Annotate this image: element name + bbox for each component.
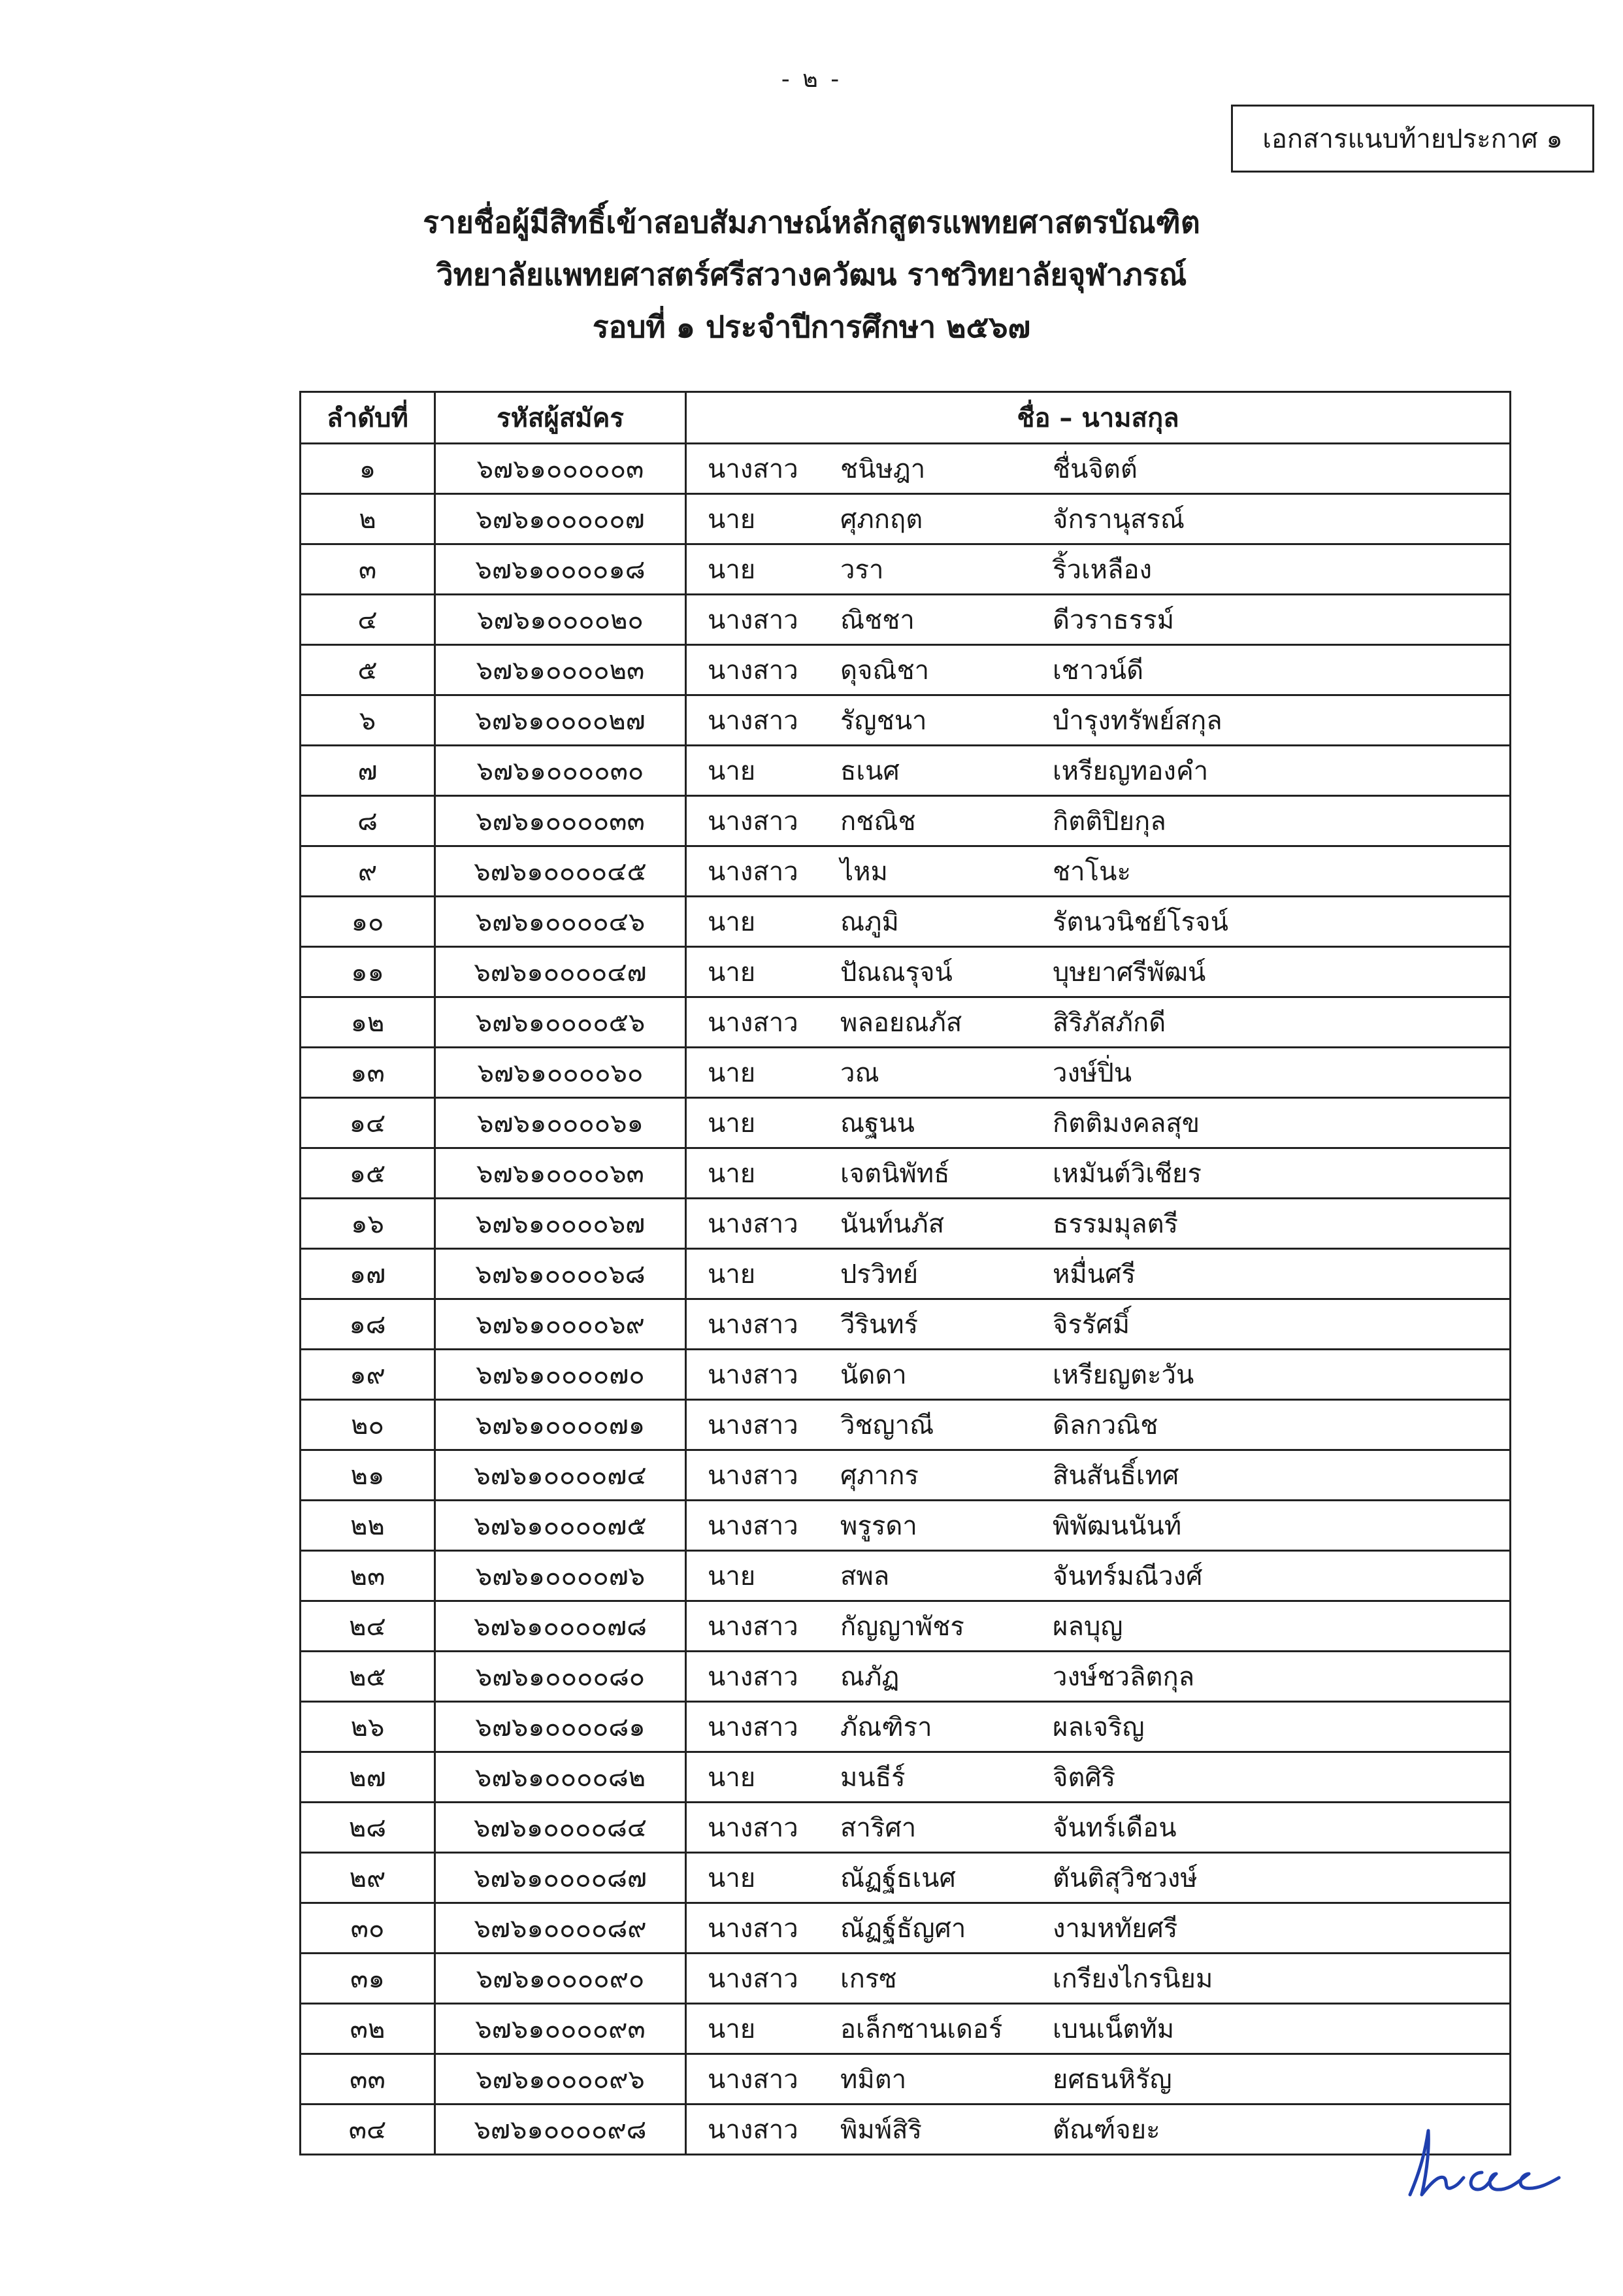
row-full-name xyxy=(686,1601,1511,1652)
table-row xyxy=(301,1148,1511,1199)
first-name: ณฐนน xyxy=(840,1108,915,1139)
row-full-name xyxy=(686,1501,1511,1551)
name-prefix: นางสาว xyxy=(708,1310,798,1340)
table-row xyxy=(301,1199,1511,1249)
row-sequence: ๑๔ xyxy=(301,1098,435,1148)
row-applicant-code: ๖๗๖๑๐๐๐๐๗๕ xyxy=(435,1501,686,1551)
first-name: ชนิษฎา xyxy=(840,454,926,484)
last-name: เหรียญทองคำ xyxy=(1053,756,1209,786)
last-name: จันทร์เดือน xyxy=(1053,1813,1177,1843)
last-name: หมื่นศรี xyxy=(1053,1259,1136,1289)
first-name: ทมิตา xyxy=(840,2065,907,2095)
name-prefix: นาย xyxy=(708,1561,756,1591)
last-name: ตันติสุวิชวงษ์ xyxy=(1053,1863,1198,1893)
row-full-name xyxy=(686,1199,1511,1249)
row-full-name xyxy=(686,1299,1511,1350)
table-row xyxy=(301,695,1511,746)
table-row xyxy=(301,1501,1511,1551)
name-prefix: นางสาว xyxy=(708,656,798,686)
first-name: ณัฏฐ์ธเนศ xyxy=(840,1863,956,1893)
table-row xyxy=(301,595,1511,645)
row-applicant-code: ๖๗๖๑๐๐๐๐๗๐ xyxy=(435,1350,686,1400)
table-row xyxy=(301,897,1511,947)
row-applicant-code: ๖๗๖๑๐๐๐๐๙๖ xyxy=(435,2054,686,2105)
name-prefix: นางสาว xyxy=(708,706,798,736)
row-sequence: ๓ xyxy=(301,544,435,595)
row-sequence: ๒ xyxy=(301,494,435,544)
title-line: วิทยาลัยแพทยศาสตร์ศรีสวางควัฒน ราชวิทยาลัยจุฬาภรณ์ xyxy=(436,257,1187,292)
last-name: ยศธนหิรัญ xyxy=(1053,2065,1172,2095)
table-row xyxy=(301,746,1511,796)
last-name: ดิลกวณิช xyxy=(1053,1410,1158,1440)
last-name: รัตนวนิชย์โรจน์ xyxy=(1053,907,1228,937)
name-prefix: นาย xyxy=(708,1763,756,1793)
row-full-name xyxy=(686,1853,1511,1903)
name-prefix: นาย xyxy=(708,1863,756,1893)
table-row xyxy=(301,494,1511,544)
table-row xyxy=(301,1954,1511,2004)
first-name: วีรินทร์ xyxy=(840,1310,919,1340)
row-sequence: ๕ xyxy=(301,645,435,695)
row-full-name xyxy=(686,997,1511,1048)
table-row xyxy=(301,1752,1511,1803)
row-applicant-code: ๖๗๖๑๐๐๐๐๕๖ xyxy=(435,997,686,1048)
name-prefix: นาย xyxy=(708,1058,756,1088)
first-name: สพล xyxy=(840,1561,890,1591)
attachment-label: เอกสารแนบท้ายประกาศ ๑ xyxy=(1231,105,1594,173)
row-applicant-code: ๖๗๖๑๐๐๐๐๔๗ xyxy=(435,947,686,997)
row-applicant-code: ๖๗๖๑๐๐๐๐๘๔ xyxy=(435,1803,686,1853)
last-name: บุษยาศรีพัฒน์ xyxy=(1053,957,1206,988)
table-row xyxy=(301,2054,1511,2105)
row-sequence: ๒๕ xyxy=(301,1652,435,1702)
name-prefix: นาย xyxy=(708,907,756,937)
table-row xyxy=(301,645,1511,695)
row-sequence: ๒๘ xyxy=(301,1803,435,1853)
row-applicant-code: ๖๗๖๑๐๐๐๐๖๗ xyxy=(435,1199,686,1249)
last-name: ดีวราธรรม์ xyxy=(1053,605,1175,635)
table-row xyxy=(301,1803,1511,1853)
row-full-name xyxy=(686,1048,1511,1098)
row-sequence: ๓๑ xyxy=(301,1954,435,2004)
row-applicant-code: ๖๗๖๑๐๐๐๐๖๓ xyxy=(435,1148,686,1199)
row-applicant-code: ๖๗๖๑๐๐๐๐๙๓ xyxy=(435,2004,686,2054)
row-applicant-code: ๖๗๖๑๐๐๐๐๓๓ xyxy=(435,796,686,846)
table-row xyxy=(301,997,1511,1048)
name-prefix: นาย xyxy=(708,505,756,535)
name-prefix: นางสาว xyxy=(708,857,798,887)
row-applicant-code: ๖๗๖๑๐๐๐๐๒๐ xyxy=(435,595,686,645)
page-number: - ๒ - xyxy=(781,66,842,93)
header-sequence: ลำดับที่ xyxy=(301,392,435,444)
row-sequence: ๙ xyxy=(301,846,435,897)
row-full-name xyxy=(686,1249,1511,1299)
row-full-name xyxy=(686,1752,1511,1803)
row-applicant-code: ๖๗๖๑๐๐๐๐๖๐ xyxy=(435,1048,686,1098)
row-sequence: ๓๒ xyxy=(301,2004,435,2054)
row-full-name xyxy=(686,1400,1511,1450)
name-prefix: นาย xyxy=(708,756,756,786)
first-name: มนธีร์ xyxy=(840,1763,906,1793)
last-name: กิตติปิยกุล xyxy=(1053,807,1166,837)
first-name: วรา xyxy=(840,555,884,585)
last-name: ธรรมมุลตรี xyxy=(1053,1209,1179,1239)
table-row xyxy=(301,1853,1511,1903)
signature-initials xyxy=(1398,2118,1568,2203)
table-row xyxy=(301,1400,1511,1450)
table-row xyxy=(301,1702,1511,1752)
last-name: บำรุงทรัพย์สกุล xyxy=(1053,706,1222,736)
row-sequence: ๘ xyxy=(301,796,435,846)
row-applicant-code: ๖๗๖๑๐๐๐๐๘๐ xyxy=(435,1652,686,1702)
name-prefix: นางสาว xyxy=(708,1813,798,1843)
row-full-name xyxy=(686,1098,1511,1148)
last-name: วงษ์ชวลิตกุล xyxy=(1053,1662,1195,1692)
row-applicant-code: ๖๗๖๑๐๐๐๐๓๐ xyxy=(435,746,686,796)
last-name: พิพัฒนนันท์ xyxy=(1053,1511,1182,1541)
first-name: นันท์นภัส xyxy=(840,1209,945,1239)
table-row xyxy=(301,2004,1511,2054)
first-name: ณภูมิ xyxy=(840,907,899,937)
row-full-name xyxy=(686,595,1511,645)
first-name: ธเนศ xyxy=(840,756,900,786)
name-prefix: นางสาว xyxy=(708,1209,798,1239)
row-full-name xyxy=(686,2105,1511,2155)
table-row xyxy=(301,1652,1511,1702)
row-sequence: ๑๐ xyxy=(301,897,435,947)
table-row xyxy=(301,1098,1511,1148)
row-applicant-code: ๖๗๖๑๐๐๐๐๙๘ xyxy=(435,2105,686,2155)
row-sequence: ๒๑ xyxy=(301,1450,435,1501)
table-row xyxy=(301,1048,1511,1098)
first-name: นัดดา xyxy=(840,1360,907,1390)
row-sequence: ๑๒ xyxy=(301,997,435,1048)
last-name: จักรานุสรณ์ xyxy=(1053,505,1185,535)
name-prefix: นางสาว xyxy=(708,1914,798,1944)
first-name: ไหม xyxy=(840,857,888,887)
name-prefix: นางสาว xyxy=(708,1662,798,1692)
last-name: เหรียญตะวัน xyxy=(1053,1360,1194,1390)
row-sequence: ๒๓ xyxy=(301,1551,435,1601)
table-row xyxy=(301,1350,1511,1400)
name-prefix: นางสาว xyxy=(708,1360,798,1390)
row-full-name xyxy=(686,1702,1511,1752)
first-name: ณัฏฐ์ธัญศา xyxy=(840,1914,966,1944)
first-name: พรูรดา xyxy=(840,1511,917,1541)
name-prefix: นาย xyxy=(708,555,756,585)
row-sequence: ๓๓ xyxy=(301,2054,435,2105)
row-full-name xyxy=(686,846,1511,897)
table-row xyxy=(301,1903,1511,1954)
first-name: อเล็กซานเดอร์ xyxy=(840,2014,1003,2044)
name-prefix: นางสาว xyxy=(708,1461,798,1491)
first-name: เกรซ xyxy=(840,1964,897,1994)
row-sequence: ๑๑ xyxy=(301,947,435,997)
row-sequence: ๖ xyxy=(301,695,435,746)
row-applicant-code: ๖๗๖๑๐๐๐๐๗๖ xyxy=(435,1551,686,1601)
row-applicant-code: ๖๗๖๑๐๐๐๐๗๘ xyxy=(435,1601,686,1652)
last-name: ริ้วเหลือง xyxy=(1053,555,1153,585)
table-row xyxy=(301,1249,1511,1299)
row-applicant-code: ๖๗๖๑๐๐๐๐๖๘ xyxy=(435,1249,686,1299)
row-sequence: ๑๕ xyxy=(301,1148,435,1199)
name-prefix: นางสาว xyxy=(708,1612,798,1642)
row-sequence: ๑๗ xyxy=(301,1249,435,1299)
first-name: พลอยณภัส xyxy=(840,1008,962,1038)
name-prefix: นางสาว xyxy=(708,1712,798,1742)
first-name: วณ xyxy=(840,1058,879,1088)
last-name: ตัณฑ์จยะ xyxy=(1053,2115,1160,2145)
last-name: ชาโนะ xyxy=(1053,857,1131,887)
row-applicant-code: ๖๗๖๑๐๐๐๐๘๑ xyxy=(435,1702,686,1752)
row-sequence: ๗ xyxy=(301,746,435,796)
row-applicant-code: ๖๗๖๑๐๐๐๐๗๑ xyxy=(435,1400,686,1450)
last-name: เกรียงไกรนิยม xyxy=(1053,1964,1213,1994)
row-applicant-code: ๖๗๖๑๐๐๐๐๗๔ xyxy=(435,1450,686,1501)
last-name: กิตติมงคลสุข xyxy=(1053,1108,1200,1139)
row-applicant-code: ๖๗๖๑๐๐๐๐๘๒ xyxy=(435,1752,686,1803)
table-row xyxy=(301,796,1511,846)
first-name: ศุภกฤต xyxy=(840,505,923,535)
row-full-name xyxy=(686,2004,1511,2054)
first-name: รัญชนา xyxy=(840,706,927,736)
row-sequence: ๑๓ xyxy=(301,1048,435,1098)
table-row xyxy=(301,947,1511,997)
row-full-name xyxy=(686,746,1511,796)
last-name: จิรรัศมิ์ xyxy=(1053,1310,1130,1340)
first-name: ภัณฑิรา xyxy=(840,1712,932,1742)
header-full-name: ชื่อ – นามสกุล xyxy=(686,392,1511,444)
table-row xyxy=(301,1450,1511,1501)
title-line: รายชื่อผู้มีสิทธิ์เข้าสอบสัมภาษณ์หลักสูตรแพทยศาสตรบัณฑิต xyxy=(423,205,1200,240)
name-prefix: นางสาว xyxy=(708,2065,798,2095)
table-row xyxy=(301,1601,1511,1652)
name-prefix: นางสาว xyxy=(708,2115,798,2145)
name-prefix: นางสาว xyxy=(708,605,798,635)
last-name: เหมันต์วิเชียร xyxy=(1053,1159,1202,1189)
name-prefix: นาย xyxy=(708,957,756,988)
row-sequence: ๔ xyxy=(301,595,435,645)
name-prefix: นาย xyxy=(708,1259,756,1289)
row-applicant-code: ๖๗๖๑๐๐๐๐๖๙ xyxy=(435,1299,686,1350)
row-sequence: ๑๙ xyxy=(301,1350,435,1400)
first-name: วิชญาณี xyxy=(840,1410,934,1440)
first-name: ปรวิทย์ xyxy=(840,1259,919,1289)
last-name: จันทร์มณีวงศ์ xyxy=(1053,1561,1203,1591)
last-name: เบนเน็ตทัม xyxy=(1053,2014,1175,2044)
first-name: ณภัฏ xyxy=(840,1662,900,1692)
row-full-name xyxy=(686,1551,1511,1601)
first-name: ณิชชา xyxy=(840,605,915,635)
row-applicant-code: ๖๗๖๑๐๐๐๐๐๗ xyxy=(435,494,686,544)
name-prefix: นาย xyxy=(708,1108,756,1139)
last-name: เชาวน์ดี xyxy=(1053,656,1144,686)
row-full-name xyxy=(686,695,1511,746)
row-full-name xyxy=(686,1903,1511,1954)
title-line: รอบที่ ๑ ประจำปีการศึกษา ๒๕๖๗ xyxy=(592,309,1031,344)
row-full-name xyxy=(686,1954,1511,2004)
row-full-name xyxy=(686,1803,1511,1853)
table-row xyxy=(301,444,1511,494)
row-full-name xyxy=(686,2054,1511,2105)
last-name: สิริภัสภักดี xyxy=(1053,1008,1166,1038)
row-sequence: ๒๗ xyxy=(301,1752,435,1803)
name-prefix: นางสาว xyxy=(708,454,798,484)
last-name: งามหทัยศรี xyxy=(1053,1914,1178,1944)
last-name: ผลเจริญ xyxy=(1053,1712,1145,1742)
row-sequence: ๒๔ xyxy=(301,1601,435,1652)
row-full-name xyxy=(686,1652,1511,1702)
first-name: กัญญาพัชร xyxy=(840,1612,964,1642)
first-name: ดุจณิชา xyxy=(840,656,930,686)
row-applicant-code: ๖๗๖๑๐๐๐๐๐๓ xyxy=(435,444,686,494)
last-name: ชื่นจิตต์ xyxy=(1053,454,1138,484)
last-name: สินสันธิ์เทศ xyxy=(1053,1461,1179,1491)
first-name: กชณิช xyxy=(840,807,916,837)
table-header-row xyxy=(301,392,1511,444)
row-sequence: ๓๔ xyxy=(301,2105,435,2155)
row-sequence: ๒๙ xyxy=(301,1853,435,1903)
row-sequence: ๑๘ xyxy=(301,1299,435,1350)
first-name: ปัณณรุจน์ xyxy=(840,957,953,988)
row-sequence: ๒๐ xyxy=(301,1400,435,1450)
first-name: ศุภากร xyxy=(840,1461,919,1491)
row-applicant-code: ๖๗๖๑๐๐๐๐๖๑ xyxy=(435,1098,686,1148)
row-applicant-code: ๖๗๖๑๐๐๐๐๑๘ xyxy=(435,544,686,595)
header-applicant-code: รหัสผู้สมัคร xyxy=(435,392,686,444)
row-applicant-code: ๖๗๖๑๐๐๐๐๒๓ xyxy=(435,645,686,695)
row-full-name xyxy=(686,897,1511,947)
row-full-name xyxy=(686,947,1511,997)
name-prefix: นางสาว xyxy=(708,1008,798,1038)
name-prefix: นางสาว xyxy=(708,807,798,837)
row-applicant-code: ๖๗๖๑๐๐๐๐๔๕ xyxy=(435,846,686,897)
row-sequence: ๑๖ xyxy=(301,1199,435,1249)
row-sequence: ๓๐ xyxy=(301,1903,435,1954)
name-prefix: นาย xyxy=(708,1159,756,1189)
name-prefix: นางสาว xyxy=(708,1511,798,1541)
table-row xyxy=(301,1551,1511,1601)
name-prefix: นางสาว xyxy=(708,1964,798,1994)
row-full-name xyxy=(686,796,1511,846)
row-applicant-code: ๖๗๖๑๐๐๐๐๔๖ xyxy=(435,897,686,947)
name-prefix: นาย xyxy=(708,2014,756,2044)
first-name: เจตนิพัทธ์ xyxy=(840,1159,950,1189)
candidate-table xyxy=(299,391,1511,2155)
row-sequence: ๒๒ xyxy=(301,1501,435,1551)
row-applicant-code: ๖๗๖๑๐๐๐๐๙๐ xyxy=(435,1954,686,2004)
row-full-name xyxy=(686,1350,1511,1400)
row-full-name xyxy=(686,1450,1511,1501)
last-name: วงษ์ปิ่น xyxy=(1053,1058,1132,1088)
last-name: ผลบุญ xyxy=(1053,1612,1123,1642)
row-applicant-code: ๖๗๖๑๐๐๐๐๒๗ xyxy=(435,695,686,746)
name-prefix: นางสาว xyxy=(708,1410,798,1440)
first-name: สาริศา xyxy=(840,1813,917,1843)
table-row xyxy=(301,1299,1511,1350)
row-sequence: ๑ xyxy=(301,444,435,494)
row-sequence: ๒๖ xyxy=(301,1702,435,1752)
first-name: พิมพ์สิริ xyxy=(840,2115,922,2145)
table-row xyxy=(301,544,1511,595)
row-full-name xyxy=(686,645,1511,695)
row-applicant-code: ๖๗๖๑๐๐๐๐๘๗ xyxy=(435,1853,686,1903)
table-body xyxy=(301,444,1511,2155)
row-full-name xyxy=(686,444,1511,494)
last-name: จิตศิริ xyxy=(1053,1763,1116,1793)
row-applicant-code: ๖๗๖๑๐๐๐๐๘๙ xyxy=(435,1903,686,1954)
document-title xyxy=(0,196,1623,353)
row-full-name xyxy=(686,494,1511,544)
table-row xyxy=(301,846,1511,897)
table-row xyxy=(301,2105,1511,2155)
row-full-name xyxy=(686,544,1511,595)
row-full-name xyxy=(686,1148,1511,1199)
